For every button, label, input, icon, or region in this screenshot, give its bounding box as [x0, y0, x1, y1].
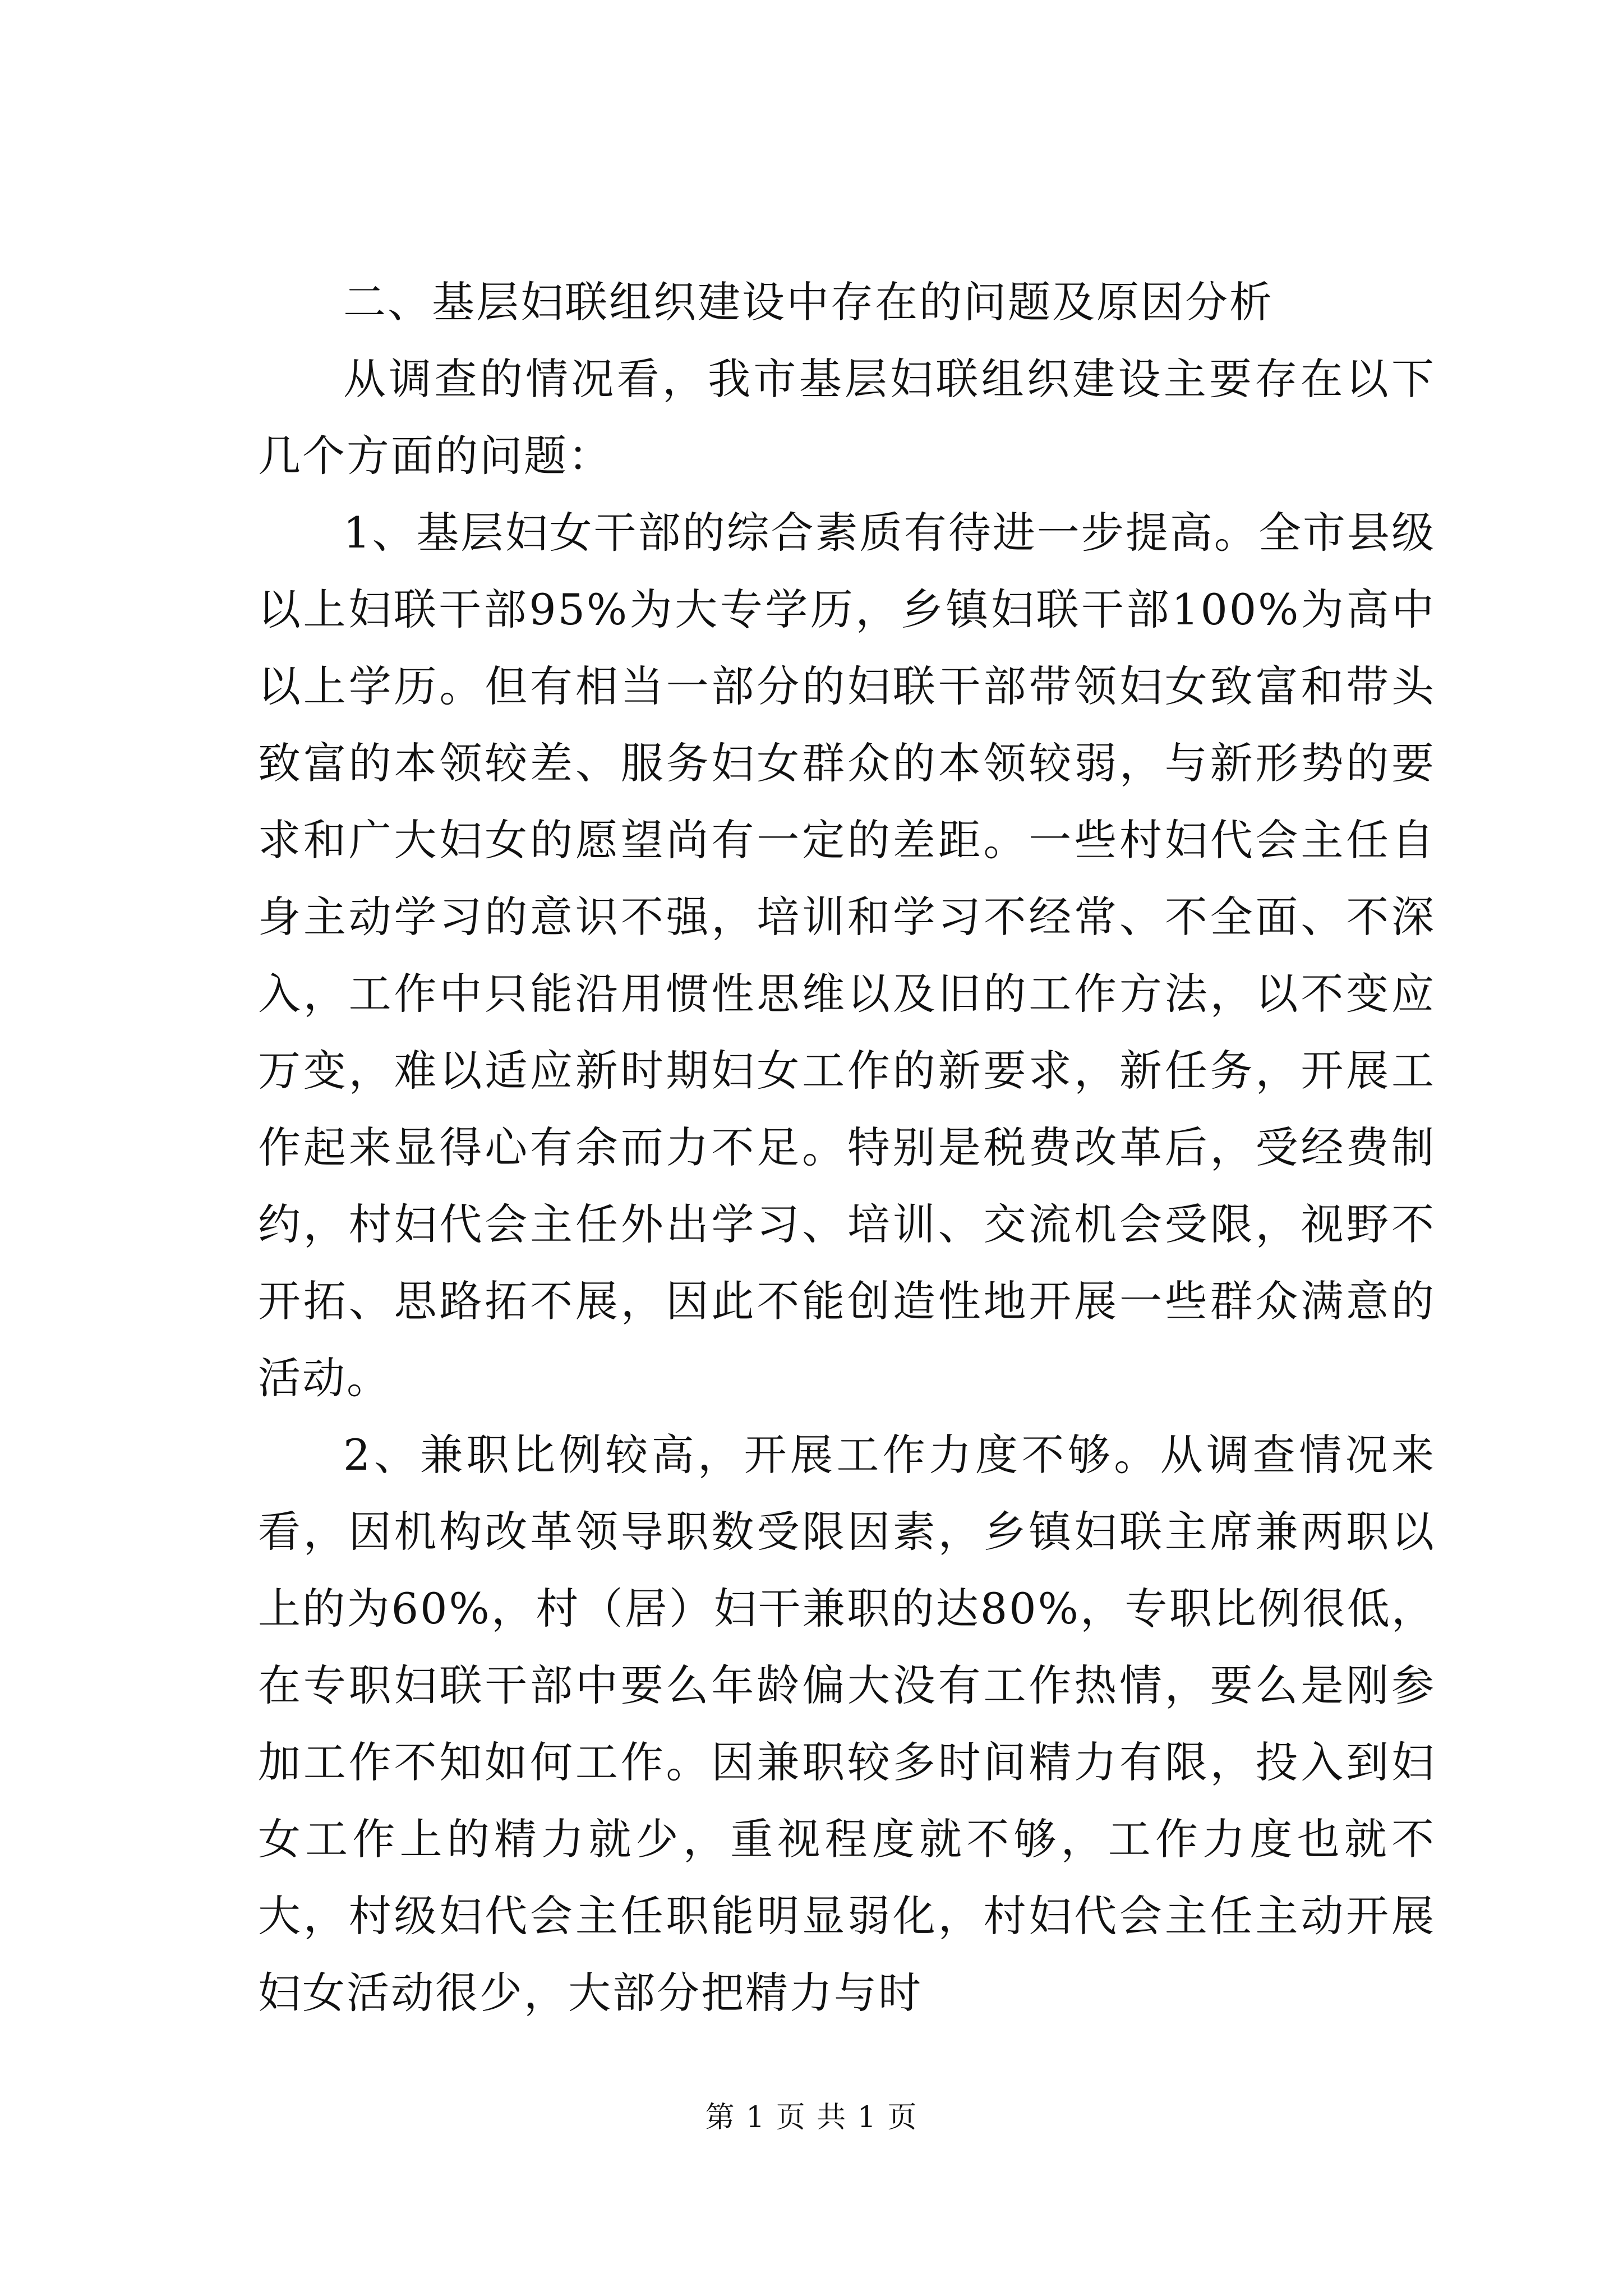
page-footer: 第 1 页 共 1 页 — [705, 2101, 918, 2134]
paragraph-intro: 从调查的情况看，我市基层妇联组织建设主要存在以下几个方面的问题： — [258, 354, 1436, 481]
paragraph-item-1: 1、基层妇女干部的综合素质有待进一步提高。全市县级以上妇联干部95%为大专学历，乡镇妇联干部100%为高中以上学历。但有相当一部分的妇联干部带领妇女致富和带头致富的本领较差、服务妇女群众的本领较弱，与新形势的要求和广大妇女的愿望尚有一定的差距。一些村妇代会主任自身主动学习的意识不强，培训和学习不经常、不全面、不深入，工作中只能沿用惯性思维以及旧的工作方法，以不变应万变，难以适应新时期妇女工作的新要求，新任务，开展工作起来显得心有余而力不足。特别是税费改革后，受经费制约，村妇代会主任外出学习、培训、交流机会受限，视野不开拓、思路拓不展，因此不能创造性地开展一些群众满意的活动。 — [258, 508, 1436, 1403]
document-body — [258, 264, 1436, 2031]
paragraph-item-2: 2、兼职比例较高，开展工作力度不够。从调查情况来看，因机构改革领导职数受限因素，乡镇妇联主席兼两职以上的为60%，村（居）妇干兼职的达80%，专职比例很低，在专职妇联干部中要么年龄偏大没有工作热情，要么是刚参加工作不知如何工作。因兼职较多时间精力有限，投入到妇女工作上的精力就少，重视程度就不够，工作力度也就不大，村级妇代会主任职能明显弱化，村妇代会主任主动开展妇女活动很少，大部分把精力与时 — [258, 1430, 1436, 2018]
section-heading: 二、基层妇联组织建设中存在的问题及原因分析 — [343, 277, 1274, 327]
